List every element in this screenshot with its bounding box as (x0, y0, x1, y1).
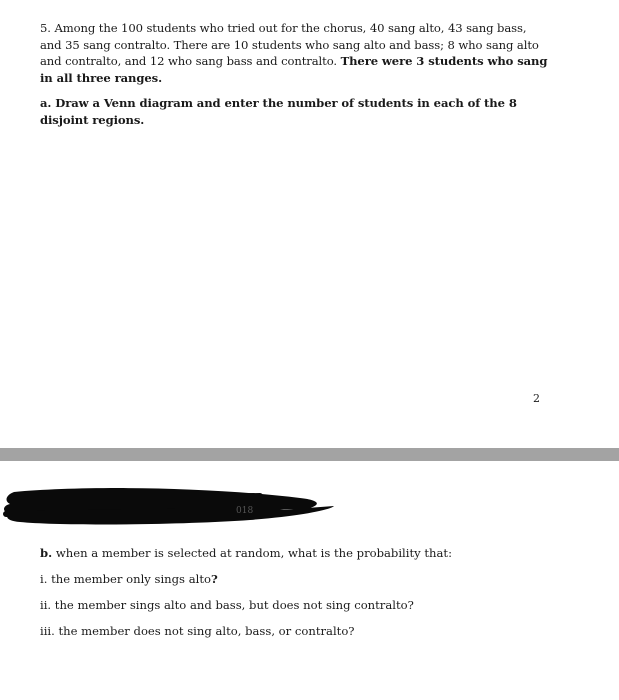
part-a (40, 95, 550, 128)
page-separator (0, 448, 619, 461)
question-i (40, 571, 218, 587)
part-b-text: when a member is selected at random, what is the probability that: (55, 546, 452, 560)
question-i-label: i. (40, 572, 48, 586)
redaction-scribble (0, 484, 340, 529)
part-a-text: Draw a Venn diagram and enter the number of students in each of the 8 disjoint regions. (40, 96, 517, 127)
redaction-fragment: 018 (236, 506, 254, 516)
question-iii (40, 623, 355, 639)
question-ii (40, 597, 414, 613)
question-ii-label: ii. (40, 598, 52, 612)
question-iii-label: iii. (40, 624, 55, 638)
part-a-label: a. (40, 96, 52, 110)
part-b (40, 545, 452, 561)
question-i-text: the member only sings alto (51, 572, 211, 586)
page-number: 2 (533, 392, 540, 405)
problem-text-bold: There were 3 students who sang in all three ranges. (40, 54, 548, 85)
question-iii-text: the member does not sing alto, bass, or contralto? (58, 624, 355, 638)
part-b-label: b. (40, 546, 53, 560)
problem-text: 5. Among the 100 students who tried out for the chorus, 40 sang alto, 43 sang bass, and 35 sang contralto. There are 10 students who sang alto and bass; 8 who sang alto and contralto, and 12 who sang bass and contralto. (40, 21, 539, 68)
problem-statement (40, 20, 550, 86)
question-i-mark: ? (210, 572, 218, 586)
question-ii-text: the member sings alto and bass, but does not sing contralto? (54, 598, 414, 612)
